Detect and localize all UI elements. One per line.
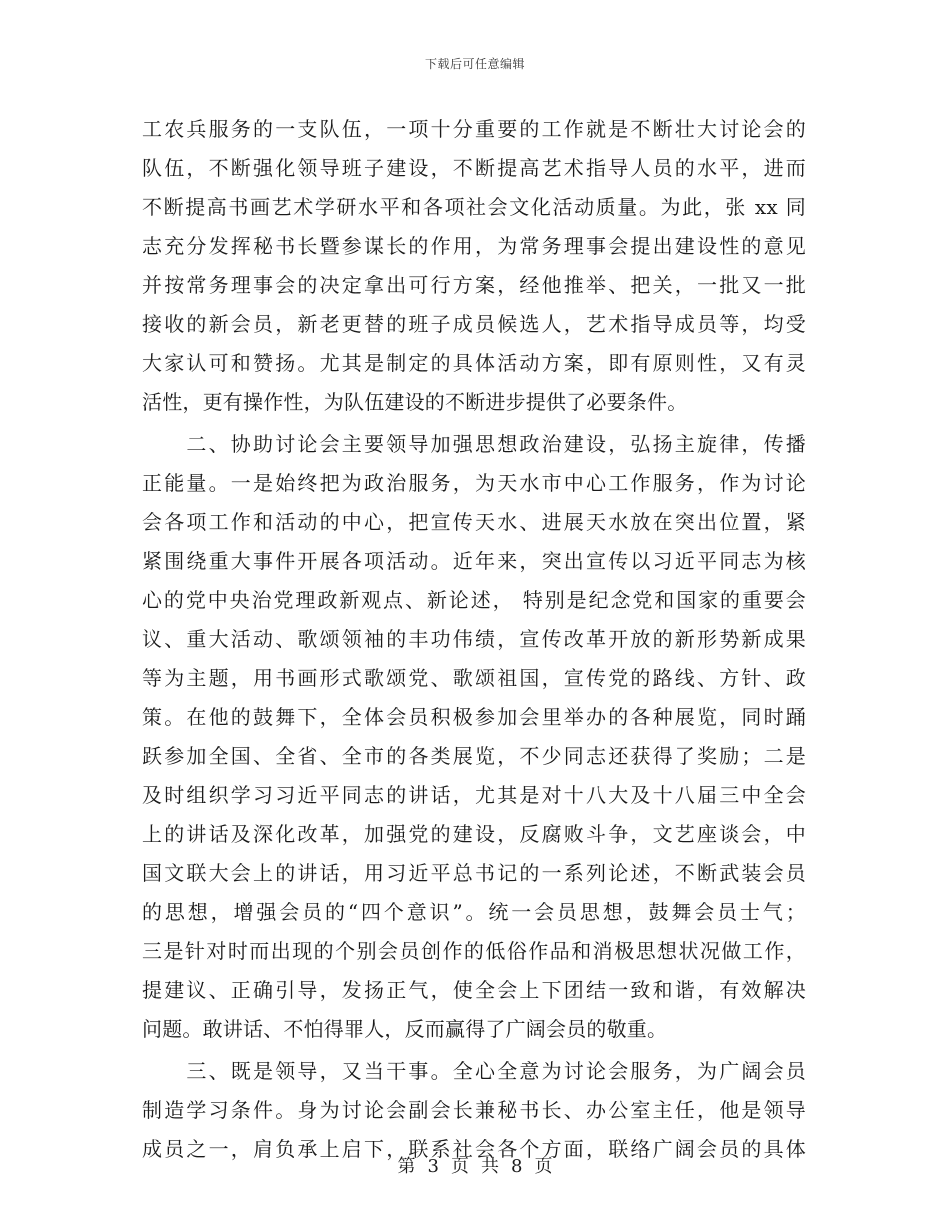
text-line: 志充分发挥秘书长暨参谋长的作用，为常务理事会提出建设性的意见: [142, 234, 806, 258]
page-header: 下载后可任意编辑: [424, 57, 525, 71]
text-line: 的思想，增强会员的“四个意识”。统一会员思想，鼓舞会员士气；: [142, 900, 806, 924]
page-label-unit: 页: [451, 1156, 469, 1177]
text-line: 队伍，不断强化领导班子建设，不断提高艺术指导人员的水平，进而: [142, 156, 806, 180]
text-line: 提建议、正确引导，发扬正气，使全会上下团结一致和谐，有效解决: [142, 978, 806, 1002]
page-footer: [0, 1152, 950, 1178]
text-line: 问题。敢讲话、不怕得罪人，反而赢得了广阔会员的敬重。: [142, 1017, 668, 1041]
text-line: 等为主题，用书画形式歌颂党、歌颂祖国，宣传党的路线、方针、政: [142, 666, 806, 690]
text-line: 制造学习条件。身为讨论会副会长兼秘书长、办公室主任，他是领导: [142, 1098, 806, 1122]
text-line: 二、协助讨论会主要领导加强思想政治建设，弘扬主旋律，传播: [142, 432, 806, 456]
text-line: 跃参加全国、全省、全市的各类展览，不少同志还获得了奖励；二是: [142, 744, 806, 768]
text-line: 紧围绕重大事件开展各项活动。近年来，突出宣传以习近平同志为核: [142, 549, 806, 573]
text-line: 国文联大会上的讲话，用习近平总书记的一系列论述，不断武装会员: [142, 861, 806, 885]
text-line: 接收的新会员，新老更替的班子成员候选人，艺术指导成员等，均受: [142, 312, 806, 336]
text-line: 及时组织学习习近平同志的讲话，尤其是对十八大及十八届三中全会: [142, 783, 806, 807]
text-line: 三、既是领导，又当干事。全心全意为讨论会服务，为广阔会员: [142, 1059, 806, 1083]
text-line: 会各项工作和活动的中心，把宣传天水、进展天水放在突出位置，紧: [142, 510, 806, 534]
text-line: 并按常务理事会的决定拿出可行方案，经他推举、把关，一批又一批: [142, 273, 806, 297]
page-total-number: 8: [511, 1156, 523, 1177]
page-label-total-prefix: 共: [481, 1156, 499, 1177]
text-line: 三是针对时而出现的个别会员创作的低俗作品和消极思想状况做工作，: [142, 939, 806, 963]
text-line: 正能量。一是始终把为政治服务，为天水市中心工作服务，作为讨论: [142, 471, 806, 495]
text-line: 心的党中央治党理政新观点、新论述， 特别是纪念党和国家的重要会: [142, 588, 806, 612]
text-line: 议、重大活动、歌颂领袖的丰功伟绩，宣传改革开放的新形势新成果: [142, 627, 806, 651]
document-body: [142, 110, 806, 1169]
text-line: 上的讲话及深化改革，加强党的建设，反腐败斗争，文艺座谈会，中: [142, 822, 806, 846]
page-label-prefix: 第: [397, 1156, 416, 1177]
text-line: 不断提高书画艺术学研水平和各项社会文化活动质量。为此，张 xx 同: [142, 195, 806, 219]
text-line: 策。在他的鼓舞下，全体会员积极参加会里举办的各种展览，同时踊: [142, 705, 806, 729]
text-line: 大家认可和赞扬。尤其是制定的具体活动方案，即有原则性，又有灵: [142, 351, 806, 375]
text-line: 活性，更有操作性，为队伍建设的不断进步提供了必要条件。: [142, 390, 688, 414]
page-label-suffix: 页: [534, 1156, 553, 1177]
text-line: 工农兵服务的一支队伍，一项十分重要的工作就是不断壮大讨论会的: [142, 117, 806, 141]
page-current-number: 3: [427, 1156, 439, 1177]
text-line: 成员之一，肩负承上启下，联系社会各个方面，联络广阔会员的具体: [142, 1137, 806, 1161]
